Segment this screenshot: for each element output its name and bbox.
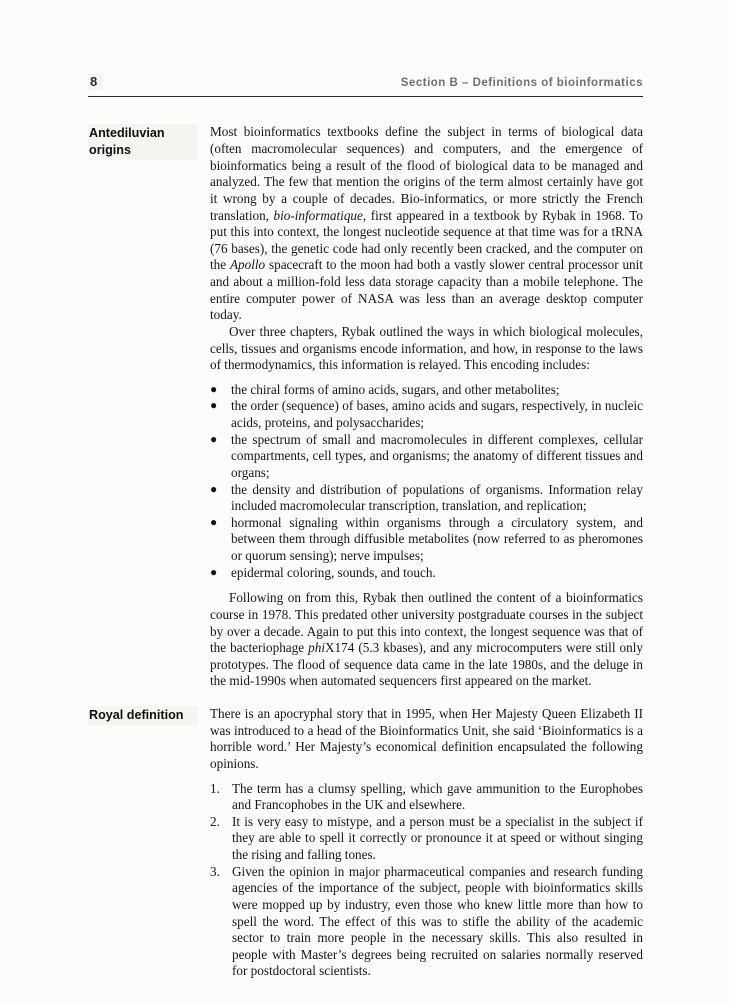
list-number: 3. — [210, 863, 220, 879]
bullet-text: hormonal signaling within organisms through a circulatory system, and between them through diffusible metabolites (now referred to as pheromones or quorum sensing); nerve impulses; — [231, 514, 643, 564]
list-item — [210, 781, 643, 814]
list-item-text: Given the opinion in major pharmaceutical companies and research funding agencies of the importance of the subject, people with bioinformatics skills were mopped up by industry, even those who knew little more than how to spell the word. The effect of this was to stifle the ability of the academic sector to train more people in the necessary skills. This also resulted in people with Master’s degrees being recruited on salaries normally reserved for postdoctoral scientists. — [232, 863, 643, 979]
bullet-icon: ● — [210, 481, 218, 496]
header-rule — [88, 96, 643, 97]
list-item — [210, 398, 643, 431]
list-item — [210, 432, 643, 482]
list-item — [210, 382, 643, 399]
list-item — [210, 565, 643, 582]
list-number: 1. — [210, 780, 220, 796]
section-antediluvian-origins — [88, 124, 643, 690]
list-number: 2. — [210, 813, 220, 829]
opinions-numbered-list — [210, 781, 643, 981]
list-item — [210, 864, 643, 980]
margin-heading-antediluvian-origins: Antediluvian origins — [88, 124, 198, 160]
paragraph-origins-intro: Most bioinformatics textbooks define the subject in terms of biological data (often macromolecular sequences) and computers, and the emergence of bioinformatics being a result of the flood of biological data to be managed and analyzed. The few that mention the origins of the term almost certainly have got it wrong by a couple of decades. Bio-informatics, or more strictly the French translation, bio-informatique, first appeared in a textbook by Rybak in 1968. To put this into context, the longest nucleotide sequence at that time was for a tRNA (76 bases), the genetic code had only recently been cracked, and the computer on the Apollo spacecraft to the moon had both a vastly slower central processor unit and about a million-fold less data storage capacity than a mobile telephone. The entire computer power of NASA was less than an average desktop computer today. — [210, 124, 643, 323]
encoding-bullet-list — [210, 382, 643, 582]
page-number: 8 — [88, 74, 103, 90]
body-column — [210, 124, 643, 690]
paragraph-queen-story: There is an apocryphal story that in 1995, when Her Majesty Queen Elizabeth II was introduced to a head of the Bioinformatics Unit, she said ‘Bioinformatics is a horrible word.’ Her Majesty’s economical definition encapsulated the following opinions. — [210, 706, 643, 771]
list-item — [210, 515, 643, 565]
bullet-text: the spectrum of small and macromolecules in different complexes, cellular compartments, cell types, and organisms; the anatomy of different tissues and organs; — [231, 431, 643, 480]
bullet-text: the chiral forms of amino acids, sugars, and other metabolites; — [231, 381, 560, 397]
margin-column — [88, 124, 210, 690]
page-header — [88, 74, 643, 90]
bullet-text: epidermal coloring, sounds, and touch. — [231, 564, 436, 580]
section-royal-definition — [88, 706, 643, 980]
list-item-text: The term has a clumsy spelling, which gave ammunition to the Europhobes and Francophobes in the UK and elsewhere. — [232, 780, 643, 813]
margin-heading-royal-definition: Royal definition — [88, 706, 198, 725]
bullet-icon: ● — [210, 431, 218, 446]
bullet-icon: ● — [210, 564, 218, 579]
bullet-icon: ● — [210, 514, 218, 529]
paragraph-rybak-chapters: Over three chapters, Rybak outlined the ways in which biological molecules, cells, tissues and organisms encode information, and how, in response to the laws of thermodynamics, this information is relayed. This encoding includes: — [210, 323, 643, 373]
list-item — [210, 482, 643, 515]
bullet-text: the order (sequence) of bases, amino acids and sugars, respectively, in nucleic acids, proteins, and polysaccharides; — [231, 398, 643, 431]
list-item — [210, 814, 643, 864]
running-header-title: Section B – Definitions of bioinformatics — [400, 77, 643, 89]
body-column — [210, 706, 643, 980]
bullet-icon: ● — [210, 381, 218, 396]
bullet-icon: ● — [210, 398, 218, 413]
list-item-text: It is very easy to mistype, and a person must be a specialist in the subject if they are able to spell it correctly or pronounce it at speed or without singing the rising and falling tones. — [232, 813, 643, 863]
paragraph-1978-course: Following on from this, Rybak then outlined the content of a bioinformatics course in 1978. This predated other university postgraduate courses in the subject by over a decade. Again to put this into context, the longest sequence was that of the bacteriophage phiX174 (5.3 kbases), and any microcomputers were still only prototypes. The flood of sequence data came in the late 1980s, and the deluge in the mid-1990s when automated sequencers first appeared on the market. — [210, 590, 643, 689]
bullet-text: the density and distribution of populations of organisms. Information relay included macromolecular transcription, translation, and replication; — [231, 481, 643, 514]
margin-column — [88, 706, 210, 980]
